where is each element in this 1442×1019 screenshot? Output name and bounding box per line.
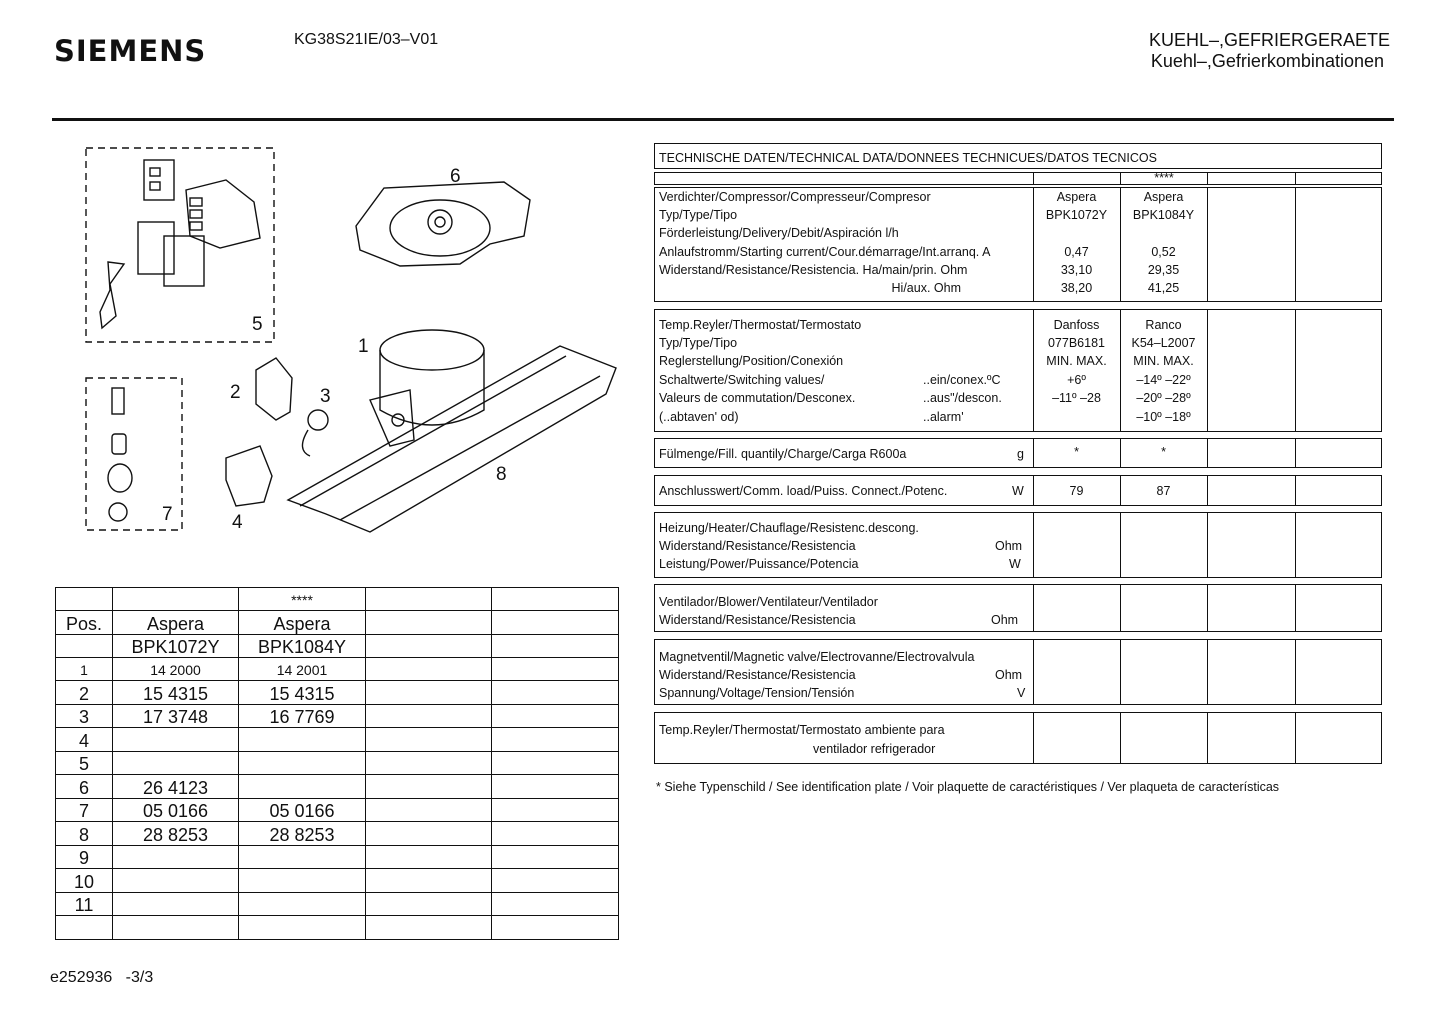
part-number-cell: 05 0166 xyxy=(113,798,239,822)
part-number-cell xyxy=(113,845,239,869)
doc-number: e252936 xyxy=(50,969,113,986)
valve-resistance-label: Widerstand/Resistance/Resistencia xyxy=(659,668,856,682)
part-number-cell: 26 4123 xyxy=(113,775,239,799)
part-number-cell: 15 4315 xyxy=(113,681,239,705)
fill-label: Fülmenge/Fill. quantily/Charge/Carga R600a xyxy=(659,447,907,461)
part-number-cell: 14 2001 xyxy=(239,658,366,681)
compressor-value: 38,20 xyxy=(1060,281,1093,295)
table-row xyxy=(56,728,619,752)
pos-cell: 10 xyxy=(56,869,113,893)
table-row xyxy=(56,869,619,893)
callout-1: 1 xyxy=(358,336,369,357)
part-number-cell xyxy=(239,728,366,752)
thermostat-value: Ranco xyxy=(1145,318,1182,332)
table-row xyxy=(56,658,619,681)
model-number: KG38S21IE/03–V01 xyxy=(294,31,439,48)
pos-cell: 3 xyxy=(56,704,113,728)
part-number-cell: 17 3748 xyxy=(113,704,239,728)
col2-name: Aspera xyxy=(239,611,366,635)
valve-voltage-label: Spannung/Voltage/Tension/Tensión xyxy=(659,686,855,700)
pos-cell xyxy=(56,916,113,940)
compressor-value: 0,52 xyxy=(1151,245,1176,259)
thermostat-value: –20º –28º xyxy=(1136,391,1191,405)
compressor-drawing xyxy=(288,330,616,532)
compressor-label: Verdichter/Compressor/Compresseur/Compresor xyxy=(659,190,931,204)
thermostat-value: K54–L2007 xyxy=(1131,336,1196,350)
switching-label: Schaltwerte/Switching values/ xyxy=(659,373,825,387)
switching-off-label: ..aus"/descon. xyxy=(923,391,1002,405)
pos-cell: 5 xyxy=(56,751,113,775)
part-number-cell xyxy=(113,728,239,752)
load-label: Anschlusswert/Comm. load/Puiss. Connect./Potenc. xyxy=(659,484,948,498)
brand-logo: SIEMENS xyxy=(54,34,207,68)
ambient-label: Temp.Reyler/Thermostat/Termostato ambiente para xyxy=(659,723,945,737)
heater-power-label: Leistung/Power/Puissance/Potencia xyxy=(659,557,859,571)
valve-ohm-unit: Ohm xyxy=(995,668,1023,682)
exploded-parts-diagram xyxy=(40,140,640,560)
identification-note: * Siehe Typenschild / See identification plate / Voir plaquette de caractéristiques / Ver plaqueta de características xyxy=(656,780,1280,794)
valve-volt-unit: V xyxy=(1017,686,1026,700)
part-number-cell xyxy=(239,869,366,893)
type-label: Typ/Type/Tipo xyxy=(659,208,738,222)
table-row xyxy=(56,916,619,940)
part-number-cell xyxy=(239,916,366,940)
table-row xyxy=(56,775,619,799)
delivery-label: Förderleistung/Delivery/Debit/Aspiración l/h xyxy=(659,226,899,240)
fan-ohm-unit: Ohm xyxy=(991,613,1019,627)
callout-5: 5 xyxy=(252,314,263,335)
thermostat-value: –10º –18º xyxy=(1136,410,1191,424)
table-row xyxy=(56,892,619,916)
thermostat-parts-drawing xyxy=(100,160,260,328)
part-number-cell xyxy=(239,751,366,775)
callout-6: 6 xyxy=(450,166,461,187)
category-title: KUEHL–,GEFRIERGERAETE xyxy=(1148,30,1390,50)
col1-type: BPK1072Y xyxy=(113,634,239,658)
page-number: -3/3 xyxy=(125,969,154,986)
commutation-label: Valeurs de commutation/Desconex. xyxy=(659,391,856,405)
category-subtitle: Kuehl–,Gefrierkombinationen xyxy=(1150,51,1384,71)
callout-2: 2 xyxy=(230,382,241,403)
pos-cell: 9 xyxy=(56,845,113,869)
load-unit: W xyxy=(1012,484,1024,498)
thermostat-value: MIN. MAX. xyxy=(1133,354,1194,368)
pos-header: Pos. xyxy=(56,611,113,635)
pos-cell: 2 xyxy=(56,681,113,705)
thermostat-block xyxy=(654,309,1382,432)
pos-cell: 11 xyxy=(56,892,113,916)
part-number-cell: 28 8253 xyxy=(239,822,366,846)
thermostat-value: 077B6181 xyxy=(1047,336,1105,350)
compressor-value: BPK1072Y xyxy=(1045,208,1108,222)
fill-quantity-block xyxy=(654,438,1382,468)
part-number-cell: 14 2000 xyxy=(113,658,239,681)
heater-label: Heizung/Heater/Chauflage/Resistenc.descong. xyxy=(659,521,919,535)
compressor-value: 41,25 xyxy=(1147,281,1180,295)
compressor-value: Aspera xyxy=(1056,190,1097,204)
header-divider xyxy=(52,118,1394,121)
heater-ohm-unit: Ohm xyxy=(995,539,1023,553)
part-number-cell xyxy=(239,845,366,869)
heater-watt-unit: W xyxy=(1009,557,1021,571)
callout-4: 4 xyxy=(232,512,243,533)
pos-cell: 8 xyxy=(56,822,113,846)
starting-current-label: Anlaufstromm/Starting current/Cour.démarrage/Int.arranq. A xyxy=(659,245,991,259)
table-row xyxy=(56,845,619,869)
table-row xyxy=(56,704,619,728)
stars-row xyxy=(654,172,1382,185)
part-number-cell xyxy=(239,775,366,799)
compressor-block xyxy=(654,187,1382,302)
thermostat-value: –11º –28 xyxy=(1052,391,1101,405)
thermostat-value: MIN. MAX. xyxy=(1046,354,1107,368)
callout-3: 3 xyxy=(320,386,331,407)
alarm-label: ..alarm' xyxy=(923,410,964,424)
table-row xyxy=(56,751,619,775)
switching-on-label: ..ein/conex.ºC xyxy=(923,373,1001,387)
part-number-cell: 05 0166 xyxy=(239,798,366,822)
tech-title-box xyxy=(654,143,1382,169)
pos-cell: 7 xyxy=(56,798,113,822)
part-number-cell xyxy=(113,751,239,775)
part-number-cell: 28 8253 xyxy=(113,822,239,846)
position-label: Reglerstellung/Position/Conexión xyxy=(659,354,844,368)
footer-doc-id xyxy=(50,969,153,987)
resistance-aux-label: Hi/aux. Ohm xyxy=(891,281,961,295)
load-value-a: 79 xyxy=(1069,484,1084,498)
table-row xyxy=(56,822,619,846)
thermostat-value: +6º xyxy=(1067,373,1086,387)
overload-cap-drawing xyxy=(302,410,328,456)
stars-marker-tech: **** xyxy=(1154,171,1174,185)
defrost-label: (..abtaven' od) xyxy=(659,410,739,424)
mounting-parts-drawing xyxy=(108,388,132,521)
valve-label: Magnetventil/Magnetic valve/Electrovanne/Electrovalvula xyxy=(659,650,975,664)
table-row xyxy=(56,681,619,705)
callout-8: 8 xyxy=(496,464,507,485)
ambient-sublabel: ventilador refrigerador xyxy=(813,742,936,756)
part-number-cell xyxy=(113,892,239,916)
connected-load-block xyxy=(654,475,1382,506)
part-number-cell xyxy=(113,869,239,893)
table-row xyxy=(56,798,619,822)
thermostat-value: Danfoss xyxy=(1053,318,1100,332)
compressor-value: 0,47 xyxy=(1064,245,1089,259)
col2-type: BPK1084Y xyxy=(239,634,366,658)
fan-block xyxy=(654,584,1382,632)
callout-7: 7 xyxy=(162,504,173,525)
fill-unit: g xyxy=(1017,447,1024,461)
parts-table xyxy=(55,587,619,940)
part-number-cell xyxy=(113,916,239,940)
fan-label: Ventilador/Blower/Ventilateur/Ventilador xyxy=(659,595,878,609)
relay-drawing xyxy=(256,358,292,420)
heater-resistance-label: Widerstand/Resistance/Resistencia xyxy=(659,539,856,553)
fan-cover-drawing xyxy=(356,182,530,266)
part-number-cell: 15 4315 xyxy=(239,681,366,705)
tech-title: TECHNISCHE DATEN/TECHNICAL DATA/DONNEES TECHNICUES/DATOS TECNICOS xyxy=(659,151,1157,165)
pos-cell: 4 xyxy=(56,728,113,752)
heater-block xyxy=(654,512,1382,578)
fill-value-a: * xyxy=(1074,445,1079,459)
fill-value-b: * xyxy=(1161,445,1166,459)
compressor-value: BPK1084Y xyxy=(1132,208,1195,222)
thermostat-value: –14º –22º xyxy=(1136,373,1191,387)
col1-name: Aspera xyxy=(113,611,239,635)
load-value-b: 87 xyxy=(1156,484,1171,498)
compressor-value: 29,35 xyxy=(1147,263,1180,277)
valve-block xyxy=(654,639,1382,705)
compressor-value: 33,10 xyxy=(1060,263,1093,277)
part-number-cell: 16 7769 xyxy=(239,704,366,728)
part-number-cell xyxy=(239,892,366,916)
thermo-type-label: Typ/Type/Tipo xyxy=(659,336,738,350)
compressor-value: Aspera xyxy=(1143,190,1184,204)
group-box-5 xyxy=(86,148,274,342)
pos-cell: 1 xyxy=(56,658,113,681)
ambient-thermostat-block xyxy=(654,712,1382,764)
pos-cell: 6 xyxy=(56,775,113,799)
thermostat-label: Temp.Reyler/Thermostat/Termostato xyxy=(659,318,862,332)
resistance-main-label: Widerstand/Resistance/Resistencia. Ha/main/prin. Ohm xyxy=(659,263,968,277)
fan-resistance-label: Widerstand/Resistance/Resistencia xyxy=(659,613,856,627)
starter-drawing xyxy=(226,446,272,506)
stars-marker: **** xyxy=(239,588,366,611)
